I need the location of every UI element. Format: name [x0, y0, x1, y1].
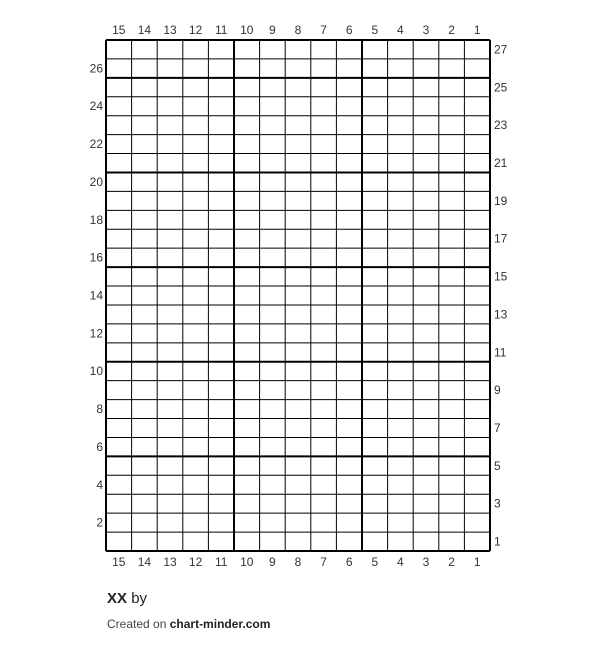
column-label-top: 2: [448, 23, 455, 37]
row-label-left: 16: [89, 250, 103, 265]
row-label-right: 19: [494, 193, 508, 208]
pattern-by-label: by: [131, 590, 148, 607]
column-label-top: 3: [422, 23, 430, 37]
row-label-right: 15: [494, 269, 508, 284]
column-label-top: 7: [320, 23, 327, 37]
row-label-left: 12: [89, 326, 103, 341]
column-label-bottom: 6: [345, 555, 353, 569]
column-label-bottom: 1: [473, 555, 481, 569]
row-label-right: 21: [494, 156, 508, 171]
column-label-bottom: 15: [112, 555, 126, 569]
row-label-left: 10: [89, 364, 103, 379]
row-label-left: 6: [96, 439, 103, 454]
row-label-right: 5: [494, 458, 501, 473]
column-label-bottom: 10: [240, 555, 254, 569]
column-label-top: 4: [397, 23, 404, 37]
row-label-left: 18: [89, 212, 103, 227]
column-label-top: 13: [163, 23, 177, 37]
column-label-top: 1: [473, 23, 481, 37]
column-label-top: 9: [269, 23, 276, 37]
column-label-bottom: 3: [422, 555, 430, 569]
credit-prefix: Created on: [107, 617, 167, 631]
row-label-right: 9: [494, 383, 501, 398]
column-label-bottom: 14: [137, 555, 152, 569]
column-label-bottom: 4: [397, 555, 404, 569]
column-label-top: 12: [188, 23, 203, 37]
row-label-right: 17: [494, 231, 508, 246]
credit-site[interactable]: chart-minder.com: [169, 617, 271, 631]
row-label-right: 27: [494, 42, 508, 57]
row-label-right: 7: [494, 420, 501, 435]
row-label-left: 4: [96, 477, 103, 492]
column-label-top: 14: [137, 23, 152, 37]
column-label-bottom: 7: [320, 555, 327, 569]
pattern-title: [107, 590, 147, 607]
column-label-top: 8: [294, 23, 302, 37]
column-label-top: 6: [345, 23, 353, 37]
row-label-right: 1: [494, 534, 501, 549]
row-label-right: 13: [494, 307, 508, 322]
column-label-bottom: 9: [269, 555, 276, 569]
row-label-left: 22: [89, 137, 103, 152]
row-label-right: 23: [494, 118, 508, 133]
row-label-left: 14: [89, 288, 103, 303]
row-label-left: 8: [96, 402, 103, 417]
chart-grid: [106, 40, 490, 551]
column-label-bottom: 13: [163, 555, 177, 569]
column-label-bottom: 2: [448, 555, 455, 569]
row-label-left: 2: [96, 515, 103, 530]
credit-line: [107, 617, 270, 631]
row-label-right: 3: [494, 496, 501, 511]
row-label-left: 24: [89, 99, 103, 114]
row-label-right: 25: [494, 80, 508, 95]
column-label-top: 10: [240, 23, 254, 37]
column-label-bottom: 8: [294, 555, 302, 569]
pattern-name: XX: [107, 590, 128, 607]
column-label-bottom: 11: [214, 555, 228, 569]
column-label-bottom: 12: [188, 555, 203, 569]
column-label-bottom: 5: [371, 555, 379, 569]
row-label-right: 11: [494, 345, 507, 360]
column-label-top: 5: [371, 23, 379, 37]
row-label-left: 20: [89, 174, 103, 189]
column-label-top: 15: [112, 23, 126, 37]
row-label-left: 26: [89, 61, 103, 76]
column-label-top: 11: [214, 23, 228, 37]
chart-labels: [90, 23, 508, 569]
